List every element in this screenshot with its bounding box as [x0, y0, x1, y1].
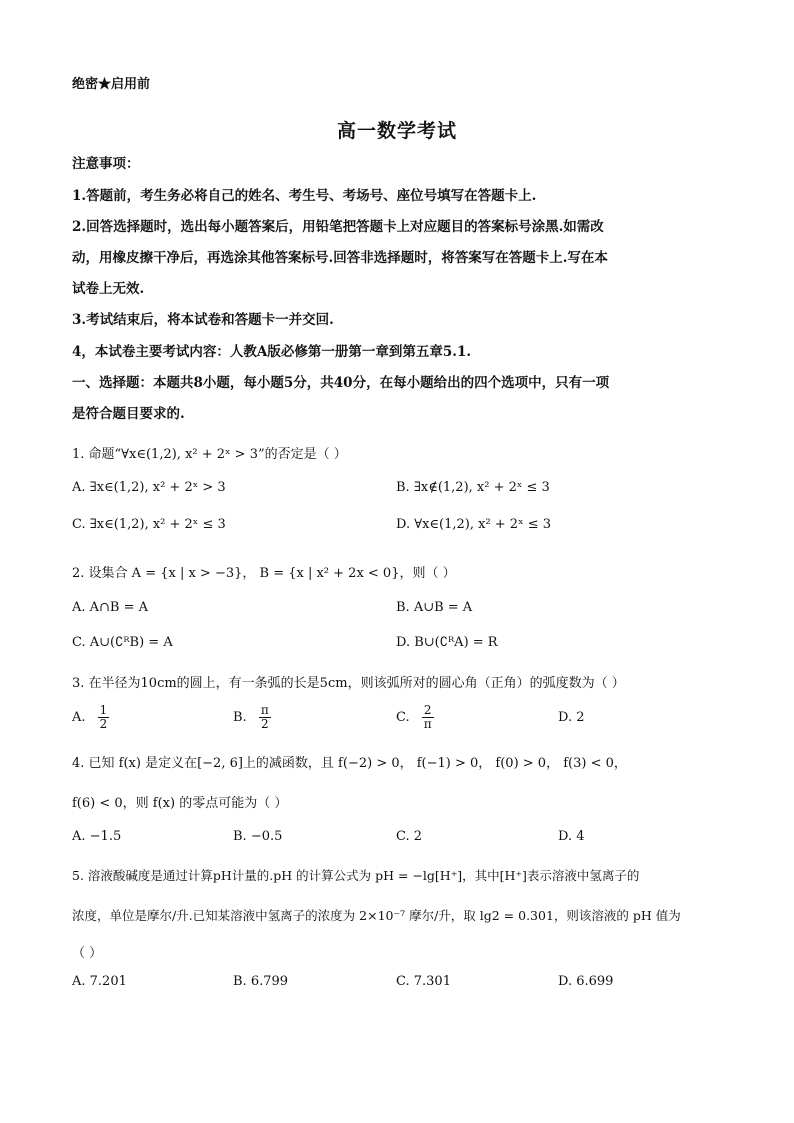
question-5-line-2: 浓度，单位是摩尔/升.已知某溶液中氢离子的浓度为 2×10⁻⁷ 摩尔/升，取 lg2 = 0.301，则该溶液的 pH 值为 — [72, 908, 681, 923]
notice-line-2: 2.回答选择题时，选出每小题答案后，用铅笔把答题卡上对应题目的答案标号涂黑.如需改 — [72, 219, 604, 235]
notice-line-1: 1.答题前，考生务必将自己的姓名、考生号、考场号、座位号填写在答题卡上. — [72, 188, 537, 204]
question-4-option-a: A. −1.5 — [72, 829, 122, 844]
question-2-option-c: C. A∪(∁ᴿB) = A — [72, 635, 173, 650]
question-3-option-c — [396, 704, 434, 731]
question-1-stem: 1. 命题“∀x∈(1,2), x² + 2ˣ > 3”的否定是（ ） — [72, 447, 347, 462]
section-heading-line-1: 一、选择题：本题共8小题，每小题5分，共40分，在每小题给出的四个选项中，只有一项 — [72, 375, 610, 391]
question-4-option-c: C. 2 — [396, 829, 423, 844]
question-2-option-a: A. A∩B = A — [72, 600, 149, 615]
fraction-numerator: 2 — [422, 704, 434, 718]
question-5-line-3: （ ） — [72, 946, 103, 961]
question-2-option-d: D. B∪(∁ᴿA) = R — [396, 635, 498, 650]
fraction-one-half — [98, 704, 110, 731]
question-5-line-1: 5. 溶液酸碱度是通过计算pH计量的.pH 的计算公式为 pH = −lg[H⁺]，其中[H⁺]表示溶液中氢离子的 — [72, 868, 640, 883]
page-title: 高一数学考试 — [336, 120, 457, 142]
notice-line-5: 3.考试结束后，将本试卷和答题卡一并交回. — [72, 312, 334, 328]
fraction-denominator: 2 — [99, 717, 108, 731]
question-3-option-a — [72, 704, 109, 731]
fraction-numerator: π — [260, 703, 269, 717]
question-3-option-d: D. 2 — [558, 710, 585, 725]
confidential-label: 绝密★启用前 — [72, 77, 151, 92]
question-2-stem: 2. 设集合 A = {x | x > −3}， B = {x | x² + 2x < 0}，则（ ） — [72, 566, 456, 581]
question-1-option-b: B. ∃x∉(1,2), x² + 2ˣ ≤ 3 — [396, 480, 550, 495]
question-5-option-c: C. 7.301 — [396, 974, 451, 989]
question-5-option-d: D. 6.699 — [558, 974, 614, 989]
notice-line-4: 试卷上无效. — [72, 281, 145, 297]
question-2-option-b: B. A∪B = A — [396, 600, 473, 615]
fraction-numerator: 1 — [99, 703, 108, 717]
fraction-two-over-pi — [422, 704, 434, 731]
option-b-label: B. — [233, 710, 247, 725]
question-1-option-d: D. ∀x∈(1,2), x² + 2ˣ ≤ 3 — [396, 517, 552, 532]
fraction-denominator: 2 — [260, 717, 269, 731]
question-3-option-b — [233, 704, 271, 731]
notice-line-3: 动，用橡皮擦干净后，再选涂其他答案标号.回答非选择题时，将答案写在答题卡上.写在本 — [72, 250, 608, 266]
notice-line-6: 4，本试卷主要考试内容：人教A版必修第一册第一章到第五章5.1. — [72, 344, 472, 360]
question-4-option-b: B. −0.5 — [233, 829, 283, 844]
fraction-pi-over-two — [259, 704, 271, 731]
question-4-line-1: 4. 已知 f(x) 是定义在[−2, 6]上的减函数，且 f(−2) > 0， f(−1) > 0， f(0) > 0， f(3) < 0， — [72, 756, 627, 771]
question-5-option-b: B. 6.799 — [233, 974, 289, 989]
option-c-label: C. — [396, 710, 410, 725]
question-3-stem: 3. 在半径为10cm的圆上，有一条弧的长是5cm，则该弧所对的圆心角（正角）的弧度数为（ ） — [72, 676, 625, 691]
question-4-line-2: f(6) < 0，则 f(x) 的零点可能为（ ） — [72, 796, 288, 811]
question-1-option-c: C. ∃x∈(1,2), x² + 2ˣ ≤ 3 — [72, 517, 226, 532]
section-heading-line-2: 是符合题目要求的. — [72, 406, 185, 422]
question-4-option-d: D. 4 — [558, 829, 585, 844]
question-5-option-a: A. 7.201 — [72, 974, 127, 989]
notice-heading: 注意事项： — [72, 156, 140, 172]
option-a-label: A. — [72, 710, 86, 725]
question-1-option-a: A. ∃x∈(1,2), x² + 2ˣ > 3 — [72, 480, 226, 495]
fraction-denominator: π — [423, 717, 432, 731]
